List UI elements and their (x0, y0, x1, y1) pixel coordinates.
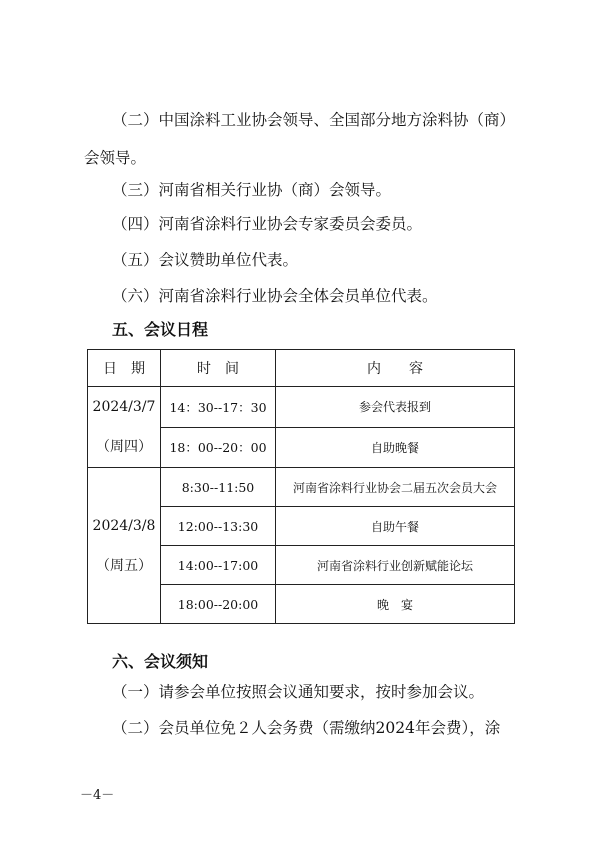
table-header-row (88, 350, 515, 387)
notice-item-1: （一）请参会单位按照会议通知要求，按时参加会议。 (112, 683, 485, 701)
attendee-item-4: （四）河南省涂料行业协会专家委员会委员。 (112, 215, 423, 233)
day1-date: 2024/3/7 (92, 399, 156, 415)
content-cell: 晚 宴 (276, 585, 515, 624)
page-number: －4－ (80, 788, 115, 803)
time-cell: 18：00--20：00 (161, 427, 276, 468)
notice-item-2: （二）会员单位免２人会务费（需缴纳2024年会费），涂 (112, 719, 501, 737)
time-cell: 8:30--11:50 (161, 468, 276, 507)
content-cell: 自助午餐 (276, 507, 515, 546)
day2-weekday: （周五） (96, 557, 152, 574)
header-content: 内 容 (276, 350, 515, 387)
content-cell: 自助晚餐 (276, 427, 515, 468)
schedule-table (87, 349, 515, 624)
attendee-item-2-cont: 会领导。 (84, 149, 147, 167)
time-cell: 14:00--17:00 (161, 546, 276, 585)
table-row (88, 468, 515, 507)
header-time: 时 间 (161, 350, 276, 387)
content-cell: 参会代表报到 (276, 387, 515, 428)
table-row (88, 387, 515, 428)
attendee-item-3: （三）河南省相关行业协（商）会领导。 (112, 181, 392, 199)
time-cell: 14：30--17：30 (161, 387, 276, 428)
section-heading-notice: 六、会议须知 (112, 652, 209, 671)
section-heading-schedule: 五、会议日程 (112, 320, 209, 339)
attendee-item-2: （二）中国涂料工业协会领导、全国部分地方涂料协（商） (112, 111, 516, 129)
day2-date: 2024/3/8 (92, 517, 156, 534)
attendee-item-5: （五）会议赞助单位代表。 (112, 251, 299, 269)
day1-weekday: （周四） (96, 439, 152, 455)
header-date: 日 期 (88, 350, 161, 387)
day2-date-cell (88, 468, 161, 624)
time-cell: 12:00--13:30 (161, 507, 276, 546)
content-cell: 河南省涂料行业协会二届五次会员大会 (276, 468, 515, 507)
day1-date-cell (88, 387, 161, 468)
content-cell: 河南省涂料行业创新赋能论坛 (276, 546, 515, 585)
attendee-item-6: （六）河南省涂料行业协会全体会员单位代表。 (112, 287, 438, 305)
time-cell: 18:00--20:00 (161, 585, 276, 624)
